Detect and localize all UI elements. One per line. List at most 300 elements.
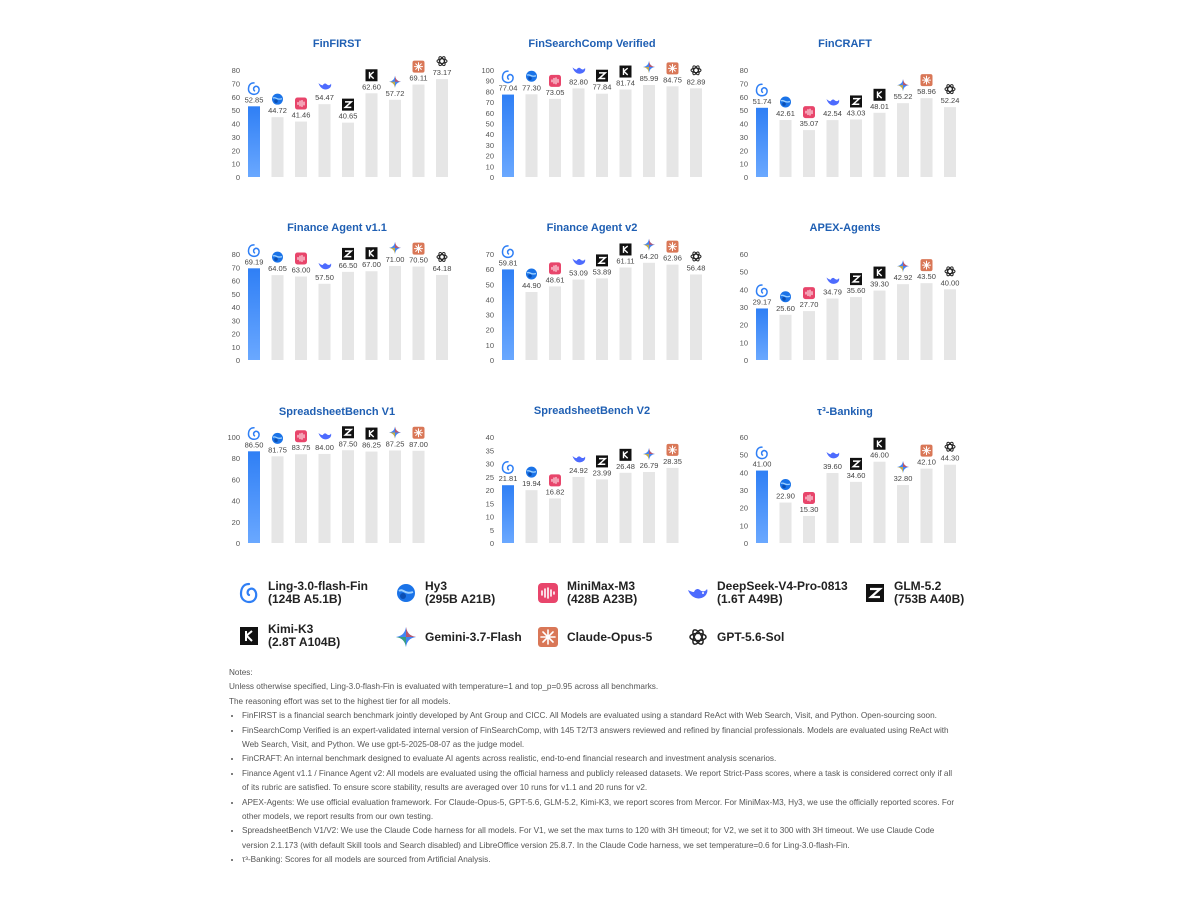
y-tick-label: 20 xyxy=(485,325,494,335)
bar xyxy=(248,106,260,177)
y-tick-label: 50 xyxy=(739,267,748,277)
deepseek-whale-icon xyxy=(573,456,586,462)
bar xyxy=(366,271,378,360)
data-label: 42.92 xyxy=(893,273,913,283)
bar xyxy=(921,469,933,543)
data-label: 40.65 xyxy=(338,111,358,121)
bar xyxy=(874,462,886,543)
y-tick-label: 20 xyxy=(231,146,240,156)
chart-title: APEX-Agents xyxy=(809,222,881,234)
legend-item-minimax xyxy=(537,580,637,606)
bar xyxy=(921,98,933,177)
data-label: 43.50 xyxy=(917,272,936,282)
data-label: 66.50 xyxy=(338,260,358,270)
gemini-sparkle-icon xyxy=(389,242,401,254)
bar xyxy=(295,122,307,177)
legend-item-hy3 xyxy=(395,580,495,606)
data-label: 84.00 xyxy=(315,442,334,452)
notes-section xyxy=(229,666,959,868)
kimi-k-icon xyxy=(366,428,378,440)
bar xyxy=(389,451,401,543)
bar xyxy=(319,104,331,177)
ling-swirl-icon xyxy=(249,245,260,256)
chart-title: SpreadsheetBench V1 xyxy=(278,406,396,418)
ling-swirl-icon xyxy=(503,462,514,474)
bar xyxy=(272,117,284,177)
chart-title: FinCRAFT xyxy=(818,38,872,50)
y-tick-label: 0 xyxy=(743,356,748,365)
y-tick-label: 10 xyxy=(739,521,748,531)
y-tick-label: 40 xyxy=(739,468,748,478)
y-tick-label: 70 xyxy=(231,79,240,89)
chart-title: τ³-Banking xyxy=(817,406,873,418)
y-tick-label: 50 xyxy=(485,119,494,129)
y-tick-label: 30 xyxy=(739,303,748,312)
data-label: 41.46 xyxy=(291,110,311,120)
bar xyxy=(502,95,514,177)
gemini-sparkle-icon xyxy=(643,448,655,460)
bar xyxy=(596,94,608,177)
glm-z-icon xyxy=(850,458,862,470)
data-label: 70.50 xyxy=(409,255,428,265)
y-tick-label: 40 xyxy=(231,496,240,506)
y-tick-label: 0 xyxy=(235,539,240,548)
data-label: 24.92 xyxy=(569,465,588,475)
minimax-wave-icon xyxy=(549,262,561,274)
data-label: 77.30 xyxy=(522,83,541,93)
data-label: 39.60 xyxy=(823,462,842,472)
deepseek-whale-icon xyxy=(573,67,586,73)
bar xyxy=(366,452,378,543)
y-tick-label: 60 xyxy=(739,433,748,442)
kimi-k-icon xyxy=(874,267,886,279)
bar xyxy=(944,289,956,360)
data-label: 32.80 xyxy=(893,474,913,484)
claude-starburst-icon xyxy=(413,243,425,255)
kimi-k-icon xyxy=(620,243,632,255)
minimax-wave-icon xyxy=(549,75,561,87)
y-tick-label: 5 xyxy=(489,525,494,535)
gemini-sparkle-icon xyxy=(897,461,909,473)
y-tick-label: 60 xyxy=(485,265,494,275)
y-tick-label: 70 xyxy=(485,98,494,108)
notes-item: • τ³-Banking: Scores for all models are sourced from Artificial Analysis. xyxy=(242,853,959,867)
data-label: 69.11 xyxy=(409,73,428,83)
data-label: 58.96 xyxy=(917,87,936,97)
y-tick-label: 60 xyxy=(739,92,748,102)
data-label: 53.09 xyxy=(569,268,588,278)
y-tick-label: 30 xyxy=(231,316,240,326)
y-tick-label: 40 xyxy=(739,285,748,295)
bar xyxy=(897,284,909,360)
y-tick-label: 70 xyxy=(739,79,748,89)
kimi-k-icon xyxy=(620,449,632,461)
legend-label: GLM-5.2 xyxy=(894,579,942,593)
hy3-globe-icon xyxy=(526,71,537,82)
data-label: 82.89 xyxy=(686,77,706,87)
bar xyxy=(549,99,561,177)
chart-panel xyxy=(486,405,682,548)
y-tick-label: 80 xyxy=(231,66,240,75)
data-label: 63.00 xyxy=(291,265,311,275)
data-label: 81.74 xyxy=(616,78,635,88)
data-label: 25.60 xyxy=(776,303,795,313)
chart-panel xyxy=(232,222,452,365)
data-label: 34.79 xyxy=(823,287,842,297)
bar xyxy=(897,485,909,543)
bar xyxy=(620,267,632,360)
gemini-sparkle-icon xyxy=(389,427,401,439)
data-label: 42.10 xyxy=(917,457,936,467)
data-label: 82.80 xyxy=(569,77,588,87)
data-label: 86.25 xyxy=(362,440,381,450)
y-tick-label: 10 xyxy=(485,340,494,350)
bar xyxy=(944,107,956,177)
notes-item: • FinCRAFT: An internal benchmark designed to evaluate AI agents across realistic, end-to-end financial research and investment analysis scenarios. xyxy=(242,752,959,766)
legend-label: Gemini-3.7-Flash xyxy=(425,629,522,644)
y-tick-label: 50 xyxy=(231,289,240,299)
y-tick-label: 70 xyxy=(485,250,494,259)
legend-params: (2.8T A104B) xyxy=(268,635,341,649)
bar xyxy=(780,315,792,360)
bar xyxy=(248,451,260,543)
hy3-globe-icon xyxy=(272,433,283,444)
deepseek-whale-icon xyxy=(827,99,840,105)
bar xyxy=(342,123,354,177)
data-label: 55.22 xyxy=(893,92,913,102)
data-label: 62.60 xyxy=(362,82,381,92)
y-tick-label: 80 xyxy=(231,250,240,259)
y-tick-label: 40 xyxy=(739,119,748,129)
chart-panel xyxy=(740,222,960,365)
bar xyxy=(874,113,886,177)
hy3-globe-icon xyxy=(780,479,791,490)
chart-title: Finance Agent v2 xyxy=(546,222,638,234)
y-tick-label: 0 xyxy=(235,356,240,365)
bar xyxy=(643,472,655,543)
legend-item-gpt xyxy=(687,626,784,648)
bar xyxy=(921,283,933,360)
bar xyxy=(690,88,702,177)
bar xyxy=(827,120,839,177)
legend-label: Hy3 xyxy=(425,579,448,593)
notes-heading: Notes: xyxy=(229,668,253,677)
y-tick-label: 30 xyxy=(739,486,748,495)
chart-panel xyxy=(740,38,960,182)
bar xyxy=(319,454,331,543)
y-tick-label: 10 xyxy=(485,162,494,172)
chart-title: Finance Agent v1.1 xyxy=(287,222,387,234)
legend-params: (753B A40B) xyxy=(894,592,965,606)
notes-item: • APEX-Agents: We use official evaluation framework. For Claude-Opus-5, GPT-5.6, GLM-5.2, Kimi-K3, we report scores from Mercor. For MiniMax-M3, Hy3, we use the officially reported scores. For other models, we report results from our own testing. xyxy=(242,796,959,825)
bar xyxy=(272,456,284,543)
openai-knot-icon xyxy=(945,266,955,277)
ling-swirl-icon xyxy=(249,83,260,95)
y-tick-label: 10 xyxy=(739,159,748,169)
notes-item: • Finance Agent v1.1 / Finance Agent v2: All models are evaluated using the official harness and publicly released datasets. We report Strict-Pass scores, where a task is considered correct only if all of its rubric are satisfied. To ensure score stability, results are averaged over 10 runs for v1.1 and 20 runs for v2. xyxy=(242,767,959,796)
y-tick-label: 15 xyxy=(485,499,494,509)
y-tick-label: 20 xyxy=(739,146,748,156)
data-label: 16.82 xyxy=(545,487,565,497)
data-label: 53.89 xyxy=(592,267,612,277)
data-label: 44.72 xyxy=(268,106,287,116)
bar xyxy=(573,477,585,543)
legend-item-kimi xyxy=(238,623,340,649)
bar xyxy=(620,473,632,543)
glm-z-icon xyxy=(596,254,608,266)
notes-item: • FinSearchComp Verified is an expert-validated internal version of FinSearchComp, with 145 T2/T3 answers reviewed and refined by financial professionals. Models are evaluated using ReAct with Web Search, Visit, and Python. We use gpt-5-2025-08-07 as the judge model. xyxy=(242,724,959,753)
legend-item-gemini xyxy=(395,626,522,648)
data-label: 86.50 xyxy=(244,440,264,450)
bar xyxy=(850,297,862,360)
ling-swirl-icon xyxy=(757,447,768,459)
data-label: 19.94 xyxy=(522,479,541,489)
bar xyxy=(667,265,679,360)
y-tick-label: 0 xyxy=(743,539,748,548)
claude-starburst-icon xyxy=(921,74,933,86)
y-tick-label: 40 xyxy=(485,295,494,305)
data-label: 34.60 xyxy=(846,470,866,480)
legend-label: DeepSeek-V4-Pro-0813 xyxy=(717,579,848,593)
data-label: 87.25 xyxy=(385,439,405,449)
y-tick-label: 80 xyxy=(231,454,240,464)
chart-panel xyxy=(227,406,427,548)
data-label: 61.11 xyxy=(616,256,635,266)
y-tick-label: 40 xyxy=(485,130,494,140)
y-tick-label: 50 xyxy=(739,106,748,116)
kimi-k-icon xyxy=(874,89,886,101)
data-label: 77.84 xyxy=(592,82,612,92)
data-label: 35.07 xyxy=(799,119,819,129)
y-tick-label: 100 xyxy=(481,66,494,75)
openai-knot-icon xyxy=(437,252,447,263)
data-label: 48.61 xyxy=(545,275,565,285)
y-tick-label: 80 xyxy=(739,66,748,75)
gemini-sparkle-icon xyxy=(395,626,417,648)
y-tick-label: 60 xyxy=(231,276,240,286)
legend-label: Kimi-K3 xyxy=(268,622,314,636)
y-tick-label: 25 xyxy=(485,472,494,482)
notes-item: • SpreadsheetBench V1/V2: We use the Claude Code harness for all models. For V1, we set the max turns to 120 with 3H timeout; for V2, we set it to 300 with 3H timeout. We use Claude Code version 2.1.173 (with default Skill tools and Search disabled) and LibreOffice version 25.8.7. In the Claude Code harness, we set temperature=0.6 for Ling-3.0-flash-Fin. xyxy=(242,824,959,853)
y-tick-label: 30 xyxy=(485,140,494,150)
ling-swirl-icon xyxy=(757,285,768,297)
bar xyxy=(526,94,538,177)
minimax-wave-icon xyxy=(803,287,815,299)
glm-z-icon xyxy=(596,455,608,467)
y-tick-label: 90 xyxy=(485,76,494,86)
claude-starburst-icon xyxy=(413,61,425,73)
legend-item-claude xyxy=(537,626,652,648)
legend-item-glm xyxy=(864,580,964,606)
chart-panel xyxy=(232,38,452,182)
y-tick-label: 80 xyxy=(485,87,494,97)
kimi-k-icon xyxy=(366,69,378,81)
bar xyxy=(366,93,378,177)
data-label: 84.75 xyxy=(663,75,682,85)
data-label: 73.17 xyxy=(432,68,452,78)
data-label: 21.81 xyxy=(498,474,518,484)
bar xyxy=(803,130,815,177)
y-tick-label: 50 xyxy=(231,106,240,116)
data-label: 56.48 xyxy=(686,263,706,273)
minimax-wave-icon xyxy=(537,582,559,604)
ling-swirl-icon xyxy=(249,428,260,440)
data-label: 67.00 xyxy=(362,260,381,270)
legend-params: (1.6T A49B) xyxy=(717,592,783,606)
bar xyxy=(780,503,792,543)
deepseek-whale-icon xyxy=(687,582,709,604)
y-tick-label: 0 xyxy=(489,173,494,182)
bar xyxy=(549,498,561,543)
bar xyxy=(248,268,260,360)
minimax-wave-icon xyxy=(295,430,307,442)
bar xyxy=(389,100,401,177)
kimi-k-icon xyxy=(238,625,260,647)
data-label: 29.17 xyxy=(752,297,772,307)
data-label: 64.20 xyxy=(639,251,659,261)
minimax-wave-icon xyxy=(295,253,307,265)
chart-panel xyxy=(740,406,960,548)
data-label: 28.35 xyxy=(663,456,682,466)
bar xyxy=(643,85,655,177)
y-tick-label: 60 xyxy=(231,92,240,102)
legend-params: (428B A23B) xyxy=(567,592,638,606)
bar xyxy=(502,269,514,360)
y-tick-label: 35 xyxy=(485,446,494,456)
bar xyxy=(874,291,886,360)
bar xyxy=(850,119,862,177)
legend-item-ling xyxy=(238,580,368,606)
data-label: 15.30 xyxy=(799,504,819,514)
deepseek-whale-icon xyxy=(319,263,332,269)
y-tick-label: 10 xyxy=(739,338,748,348)
y-tick-label: 30 xyxy=(739,132,748,142)
bar xyxy=(690,274,702,360)
ling-swirl-icon xyxy=(503,71,514,83)
deepseek-whale-icon xyxy=(573,259,586,265)
bar xyxy=(803,311,815,360)
data-label: 44.30 xyxy=(940,453,960,463)
data-label: 39.30 xyxy=(870,279,889,289)
data-label: 51.74 xyxy=(752,96,772,106)
legend-label: Claude-Opus-5 xyxy=(567,629,653,644)
data-label: 73.05 xyxy=(545,87,565,97)
bar xyxy=(573,88,585,177)
bar xyxy=(596,479,608,543)
bar xyxy=(643,263,655,360)
y-tick-label: 60 xyxy=(485,108,494,118)
data-label: 35.60 xyxy=(846,286,866,296)
y-tick-label: 20 xyxy=(739,320,748,330)
bar xyxy=(756,471,768,543)
glm-z-icon xyxy=(342,426,354,438)
y-tick-label: 20 xyxy=(739,503,748,513)
chart-panel xyxy=(486,222,706,365)
bar xyxy=(413,85,425,177)
data-label: 64.05 xyxy=(268,264,287,274)
legend-params: (124B A5.1B) xyxy=(268,592,342,606)
ling-swirl-icon xyxy=(503,246,514,258)
bar xyxy=(272,275,284,360)
y-tick-label: 100 xyxy=(227,433,240,442)
y-tick-label: 0 xyxy=(743,173,748,182)
hy3-globe-icon xyxy=(780,97,791,108)
kimi-k-icon xyxy=(620,66,632,78)
y-tick-label: 20 xyxy=(231,329,240,339)
data-label: 64.18 xyxy=(432,263,452,273)
deepseek-whale-icon xyxy=(319,433,332,439)
bar xyxy=(526,292,538,360)
data-label: 48.01 xyxy=(870,101,889,111)
legend-params: (295B A21B) xyxy=(425,592,496,606)
gemini-sparkle-icon xyxy=(389,76,401,88)
glm-z-icon xyxy=(596,70,608,82)
claude-starburst-icon xyxy=(921,259,933,271)
bar xyxy=(827,473,839,543)
y-tick-label: 60 xyxy=(739,250,748,259)
data-label: 87.50 xyxy=(338,439,358,449)
data-label: 62.96 xyxy=(663,253,682,263)
openai-knot-icon xyxy=(691,251,701,262)
legend-label: Ling-3.0-flash-Fin xyxy=(268,579,368,593)
hy3-globe-icon xyxy=(272,94,283,105)
minimax-wave-icon xyxy=(549,474,561,486)
chart-panel xyxy=(481,38,705,182)
openai-knot-icon xyxy=(687,626,709,648)
bar xyxy=(436,275,448,360)
y-tick-label: 40 xyxy=(231,119,240,129)
bar xyxy=(389,266,401,360)
data-label: 43.03 xyxy=(846,108,866,118)
data-label: 42.54 xyxy=(823,109,842,119)
bar xyxy=(620,90,632,177)
data-label: 52.85 xyxy=(244,95,264,105)
gemini-sparkle-icon xyxy=(643,61,655,73)
notes-intro-line: Unless otherwise specified, Ling-3.0-flash-Fin is evaluated with temperature=1 and top_p=0.95 across all benchmarks. xyxy=(229,682,659,692)
data-label: 54.47 xyxy=(315,93,334,103)
chart-title: FinFIRST xyxy=(312,38,362,50)
data-label: 83.75 xyxy=(291,443,311,453)
bar xyxy=(780,120,792,177)
y-tick-label: 30 xyxy=(231,132,240,142)
claude-starburst-icon xyxy=(921,445,933,457)
y-tick-label: 20 xyxy=(485,486,494,495)
data-label: 77.04 xyxy=(498,83,518,93)
y-tick-label: 60 xyxy=(231,475,240,485)
legend-label: MiniMax-M3 xyxy=(567,579,636,593)
ling-swirl-icon xyxy=(238,582,260,604)
bar xyxy=(295,454,307,543)
kimi-k-icon xyxy=(874,438,886,450)
y-tick-label: 70 xyxy=(231,263,240,273)
deepseek-whale-icon xyxy=(827,278,840,284)
ling-swirl-icon xyxy=(757,84,768,96)
y-tick-label: 20 xyxy=(231,517,240,527)
y-tick-label: 10 xyxy=(231,342,240,352)
bar xyxy=(413,451,425,543)
bar xyxy=(342,272,354,360)
legend-label: GPT-5.6-Sol xyxy=(717,629,785,644)
y-tick-label: 50 xyxy=(739,450,748,460)
bar xyxy=(756,308,768,360)
data-label: 42.61 xyxy=(776,109,795,119)
y-tick-label: 0 xyxy=(489,356,494,365)
glm-z-icon xyxy=(850,95,862,107)
y-tick-label: 40 xyxy=(231,303,240,312)
bar xyxy=(667,86,679,177)
data-label: 57.50 xyxy=(315,272,334,282)
data-label: 23.99 xyxy=(592,468,612,478)
